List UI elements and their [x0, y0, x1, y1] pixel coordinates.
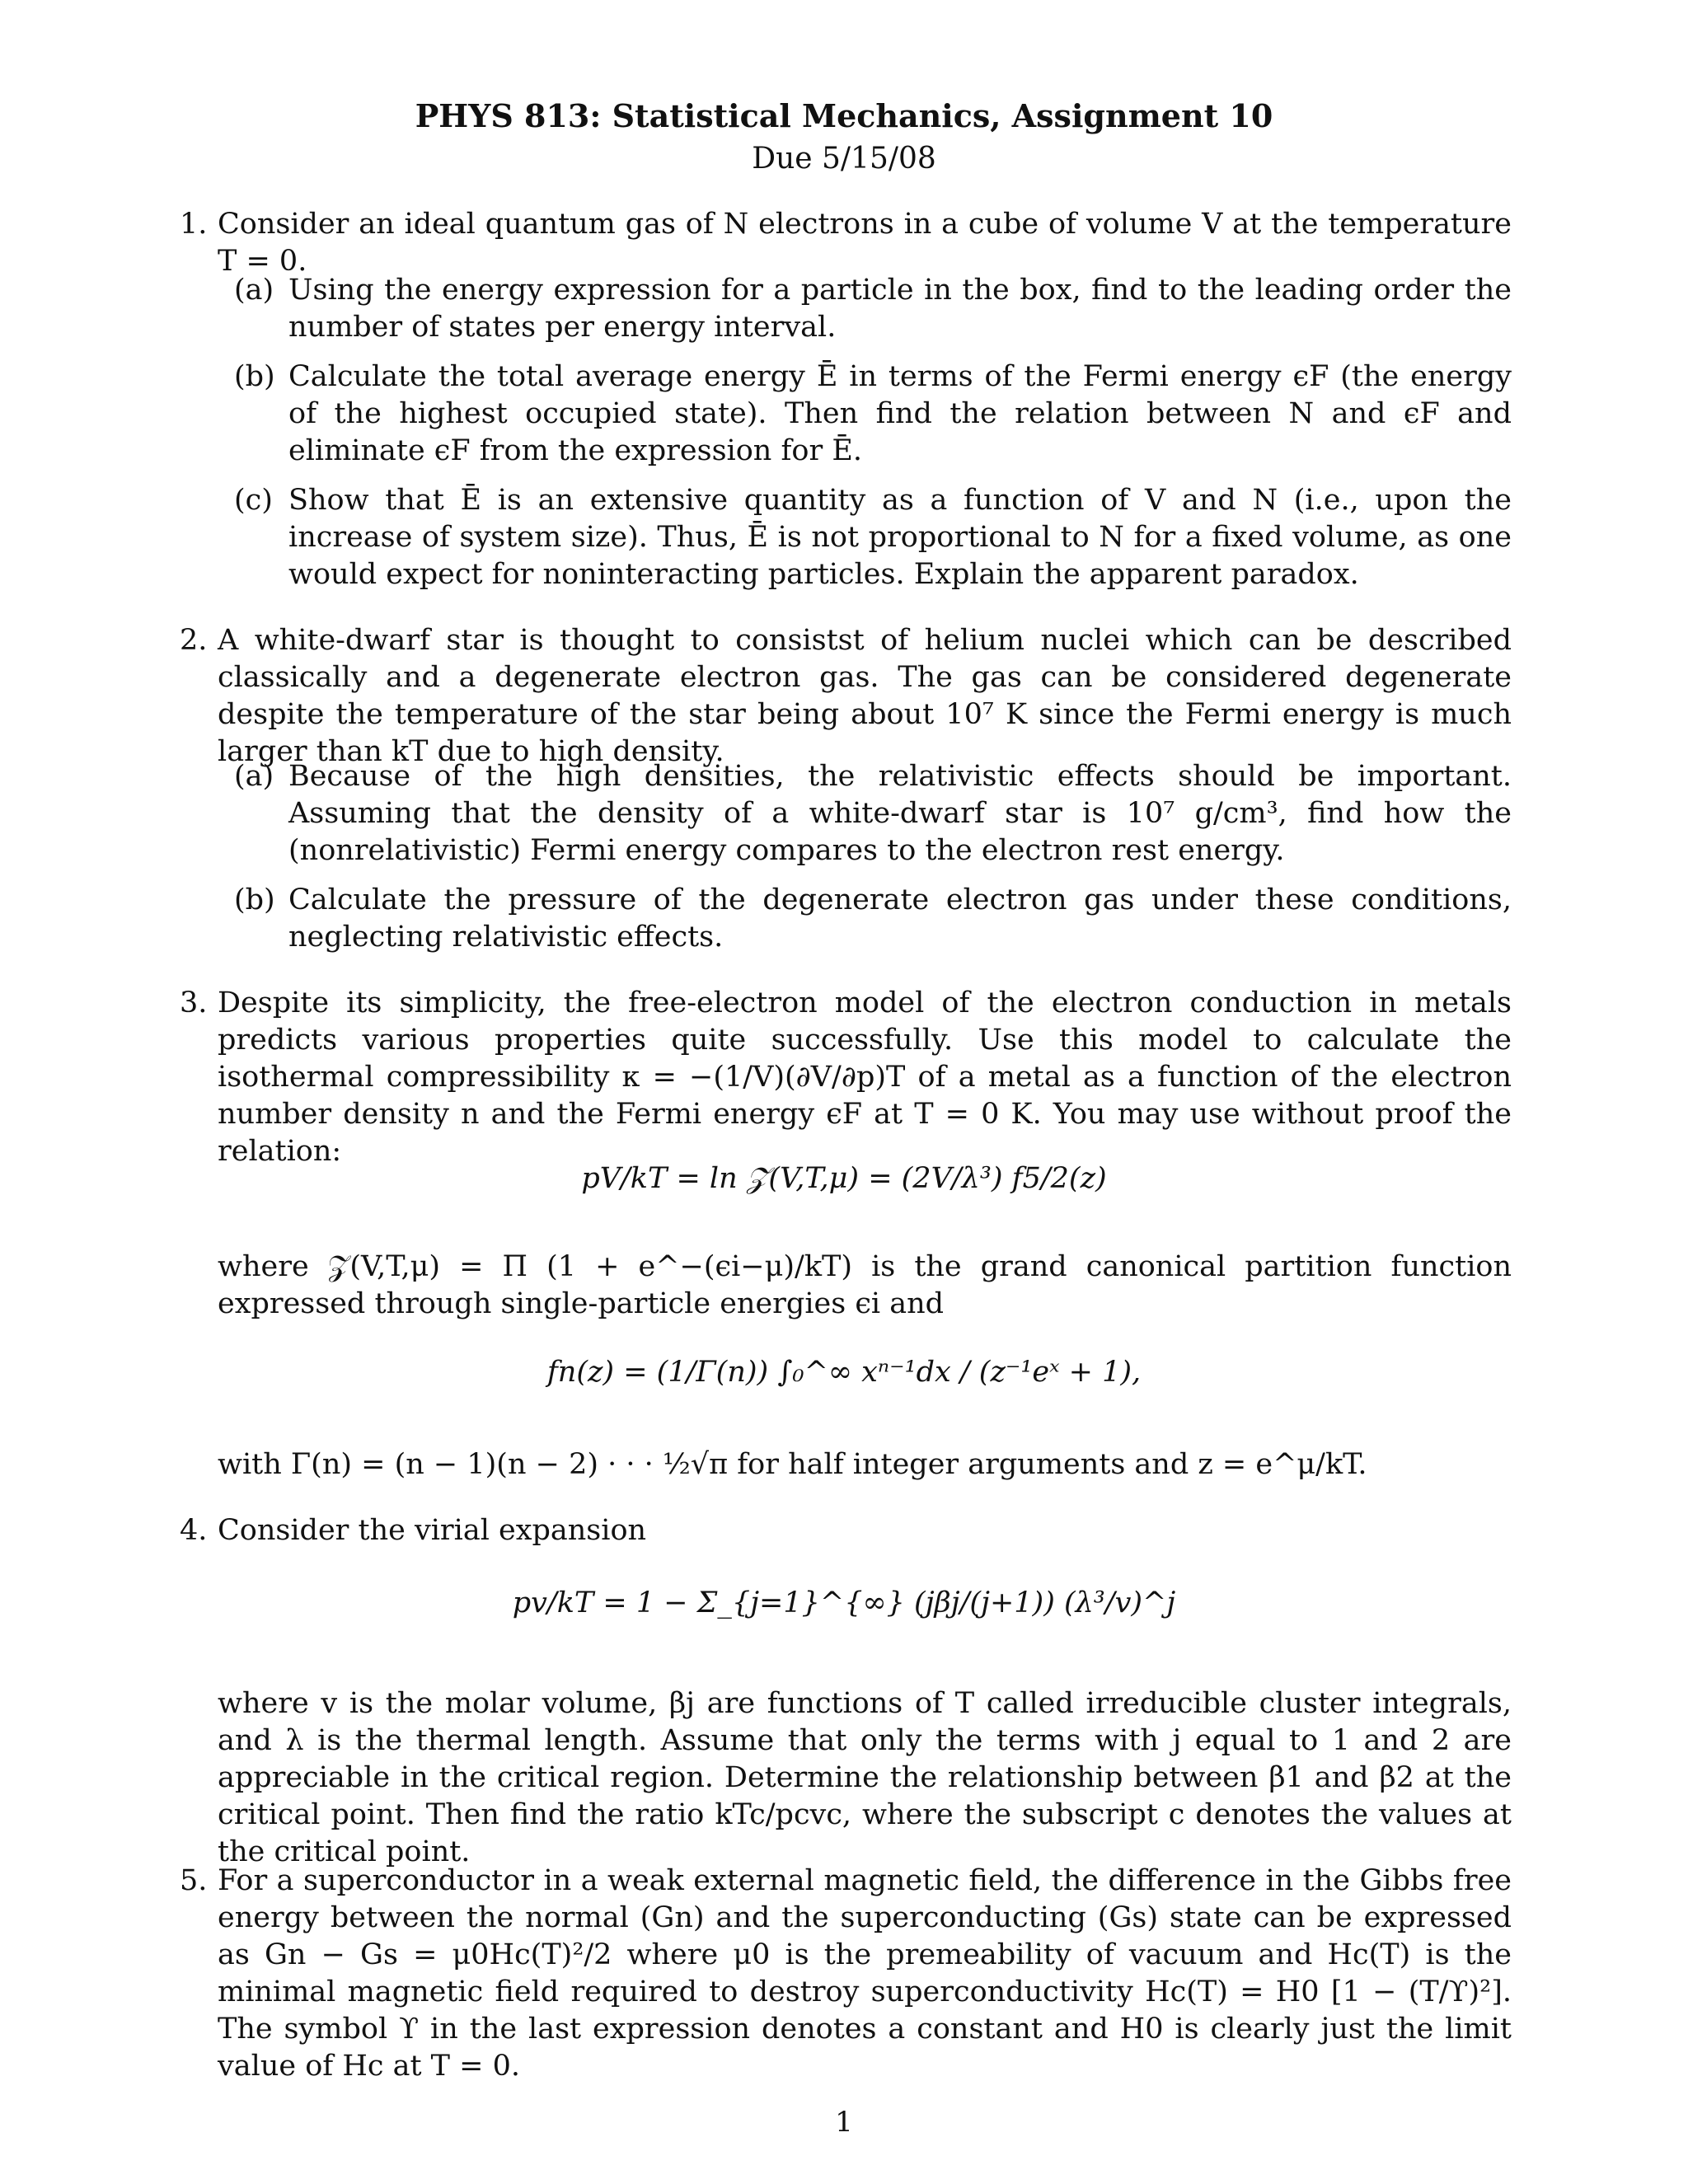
problem-5-number: 5. — [180, 1864, 208, 1897]
problem-1b-label: (b) — [234, 360, 275, 393]
problem-3-text-2: where 𝒵(V,T,μ) = Π (1 + e^−(ϵi−μ)/kT) is the grand canonical partition function expressed through single-particle energies ϵi and — [218, 1250, 1512, 1320]
problem-1a-label: (a) — [234, 274, 274, 307]
due-date: Due 5/15/08 — [752, 142, 936, 176]
document-title: PHYS 813: Statistical Mechanics, Assignment 10 — [415, 97, 1273, 134]
page-number: 1 — [835, 2106, 853, 2139]
problem-1b-text: Calculate the total average energy Ē in terms of the Fermi energy ϵF (the energy of the highest occupied state). Then find the relation between N and ϵF and eliminate ϵF from the expression for Ē. — [288, 360, 1512, 467]
problem-5-text: For a superconductor in a weak external magnetic field, the difference in the Gibbs free energy between the normal (Gn) and the superconducting (Gs) state can be expressed as Gn − Gs = μ0Hc(T)²/2 where μ0 is the premeability of vacuum and Hc(T) is the minimal magnetic field required to destroy superconductivity Hc(T) = H0 [1 − (T/ϒ)²]. The symbol ϒ in the last expression denotes a constant and H0 is clearly just the limit value of Hc at T = 0. — [218, 1864, 1512, 2083]
problem-3-equation-1: pV/kT = ln 𝒵(V,T,μ) = (2V/λ³) f5/2(z) — [581, 1162, 1107, 1195]
problem-4-equation: pv/kT = 1 − Σ_{j=1}^{∞} (jβj/(j+1)) (λ³/v)^j — [512, 1586, 1176, 1619]
problem-1-number: 1. — [180, 208, 208, 241]
problem-2a-label: (a) — [234, 760, 274, 793]
problem-2b-text: Calculate the pressure of the degenerate electron gas under these conditions, neglecting relativistic effects. — [288, 883, 1512, 954]
problem-4-text: Consider the virial expansion — [218, 1514, 647, 1547]
problem-4-number: 4. — [180, 1514, 208, 1547]
problem-3-text: Despite its simplicity, the free-electron model of the electron conduction in metals predicts various properties quite successfully. Use this model to calculate the isothermal compressibility κ = −(1/V)(∂V/∂p)T of a metal as a function of the electron number density n and the Fermi energy ϵF at T = 0 K. You may use without proof the relation: — [218, 987, 1512, 1168]
problem-3-number: 3. — [180, 987, 208, 1019]
problem-3-text-3: with Γ(n) = (n − 1)(n − 2) · · · ½√π for half integer arguments and z = e^μ/kT. — [218, 1448, 1367, 1481]
problem-1a-text: Using the energy expression for a particle in the box, find to the leading order the number of states per energy interval. — [288, 274, 1512, 344]
problem-1c-text: Show that Ē is an extensive quantity as a function of V and N (i.e., upon the increase of system size). Thus, Ē is not proportional to N for a fixed volume, as one would expect for noninteracting particles. Explain the apparent paradox. — [288, 484, 1512, 591]
problem-4-text-2: where v is the molar volume, βj are functions of T called irreducible cluster integrals, and λ is the thermal length. Assume that only the terms with j equal to 1 and 2 are appreciable in the critical region. Determine the relationship between β1 and β2 at the critical point. Then find the ratio kTc/pcvc, where the subscript c denotes the values at the critical point. — [218, 1687, 1512, 1868]
problem-2b-label: (b) — [234, 883, 275, 916]
problem-3-equation-2: fn(z) = (1/Γ(n)) ∫₀^∞ xⁿ⁻¹dx / (z⁻¹eˣ + 1), — [546, 1356, 1142, 1389]
problem-1c-label: (c) — [234, 484, 273, 517]
problem-2a-text: Because of the high densities, the relativistic effects should be important. Assuming that the density of a white-dwarf star is 10⁷ g/cm³, find how the (nonrelativistic) Fermi energy compares to the electron rest energy. — [288, 760, 1512, 867]
problem-2-number: 2. — [180, 624, 208, 657]
problem-1-text: Consider an ideal quantum gas of N electrons in a cube of volume V at the temperature T = 0. — [218, 208, 1512, 278]
problem-2-text: A white-dwarf star is thought to consistst of helium nuclei which can be described classically and a degenerate electron gas. The gas can be considered degenerate despite the temperature of the star being about 10⁷ K since the Fermi energy is much larger than kT due to high density. — [218, 624, 1512, 768]
